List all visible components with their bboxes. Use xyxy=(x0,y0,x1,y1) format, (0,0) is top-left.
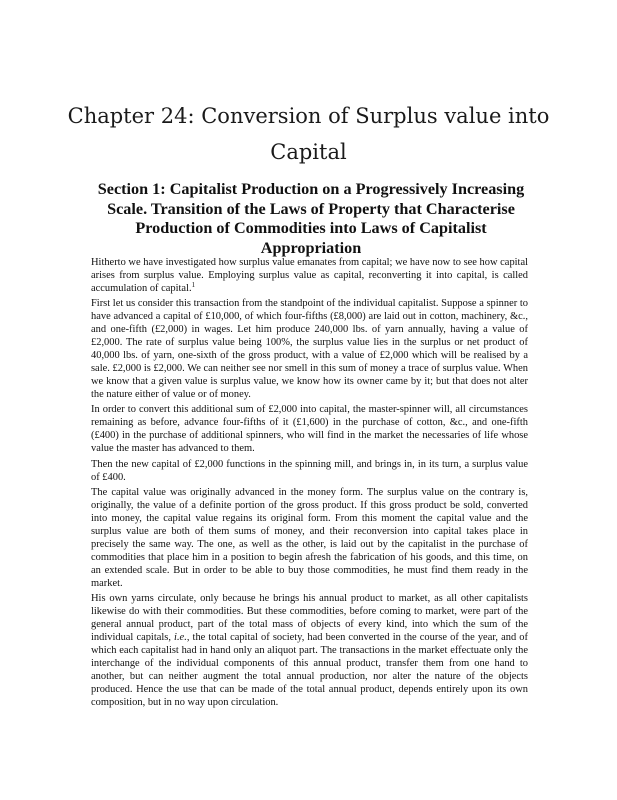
paragraph-5: The capital value was originally advanced in the money form. The surplus value on the contrary is, originally, the value of a definite portion of the gross product. If this gross product be sold, converted into money, the capital value regains its original form. From this moment the capital value and the surplus value are both of them sums of money, and their reconversion into capital takes place in precisely the same way. The one, as well as the other, is laid out by the capitalist in the purchase of commodities that place him in a position to begin afresh the fabrication of his goods, and this time, on an extended scale. But in order to be able to buy those commodities, he must find them ready in the market. xyxy=(91,487,528,589)
paragraph-6-text-after: , the total capital of society, had been converted in the course of the year, and of which each capitalist had in hand only an aliquot part. The transactions in the market effectuate only the interchange of the individual components of this annual product, transfer them from one hand to another, but can neither augment the total annual production, nor alter the nature of the objects produced. Hence the use that can be made of the total annual product, depends entirely upon its own composition, but in no way upon circulation. xyxy=(91,632,528,708)
footnote-marker[interactable]: 1 xyxy=(191,280,196,289)
paragraph-3: In order to convert this additional sum of £2,000 into capital, the master-spinner will, all circumstances remaining as before, advance four-fifths of it (£1,600) in the purchase of cotton, &c., and one-fifth (£400) in the purchase of additional spinners, who will find in the market the necessaries of life whose value the master has advanced to them. xyxy=(91,404,528,455)
paragraph-1 xyxy=(91,257,528,296)
paragraph-2: First let us consider this transaction from the standpoint of the individual capitalist. Suppose a spinner to have advanced a capital of £10,000, of which four-fifths (£8,000) are laid out in cotton, machinery, &c., and one-fifth (£2,000) in wages. Let him produce 240,000 lbs. of yarn annually, having a value of £2,000. The rate of surplus value being 100%, the surplus value lies in the surplus or net product of 40,000 lbs. of yarn, one-sixth of the gross product, with a value of £2,000 which will be realised by a sale. £2,000 is £2,000. We can neither see nor smell in this sum of money a trace of surplus value. When we know that a given value is surplus value, we know how its owner came by it; but that does not alter the nature either of value or of money. xyxy=(91,298,528,401)
paragraph-1-text: Hitherto we have investigated how surplus value emanates from capital; we have now to see how capital arises from surplus value. Employing surplus value as capital, reconverting it into capital, is called accumulation of capital. xyxy=(91,257,528,294)
section-title: Section 1: Capitalist Production on a Progressively Increasing Scale. Transition of the Laws of Property that Characterise Production of Commodities into Laws of Capitalist Appropriation xyxy=(97,180,525,257)
paragraph-6-italic: i.e. xyxy=(174,632,187,644)
body-text xyxy=(91,257,528,712)
paragraph-4: Then the new capital of £2,000 functions in the spinning mill, and brings in, in its turn, a surplus value of £400. xyxy=(91,458,528,483)
paragraph-6 xyxy=(91,593,528,710)
chapter-title: Chapter 24: Conversion of Surplus value into Capital xyxy=(67,104,550,164)
paragraph-6-text-before: His own yarns circulate, only because he brings his annual product to market, as all other capitalists likewise do with their commodities. But these commodities, before coming to market, were part of the general annual product, part of the total mass of objects of every kind, into which the sum of the individual capitals, xyxy=(91,593,528,644)
